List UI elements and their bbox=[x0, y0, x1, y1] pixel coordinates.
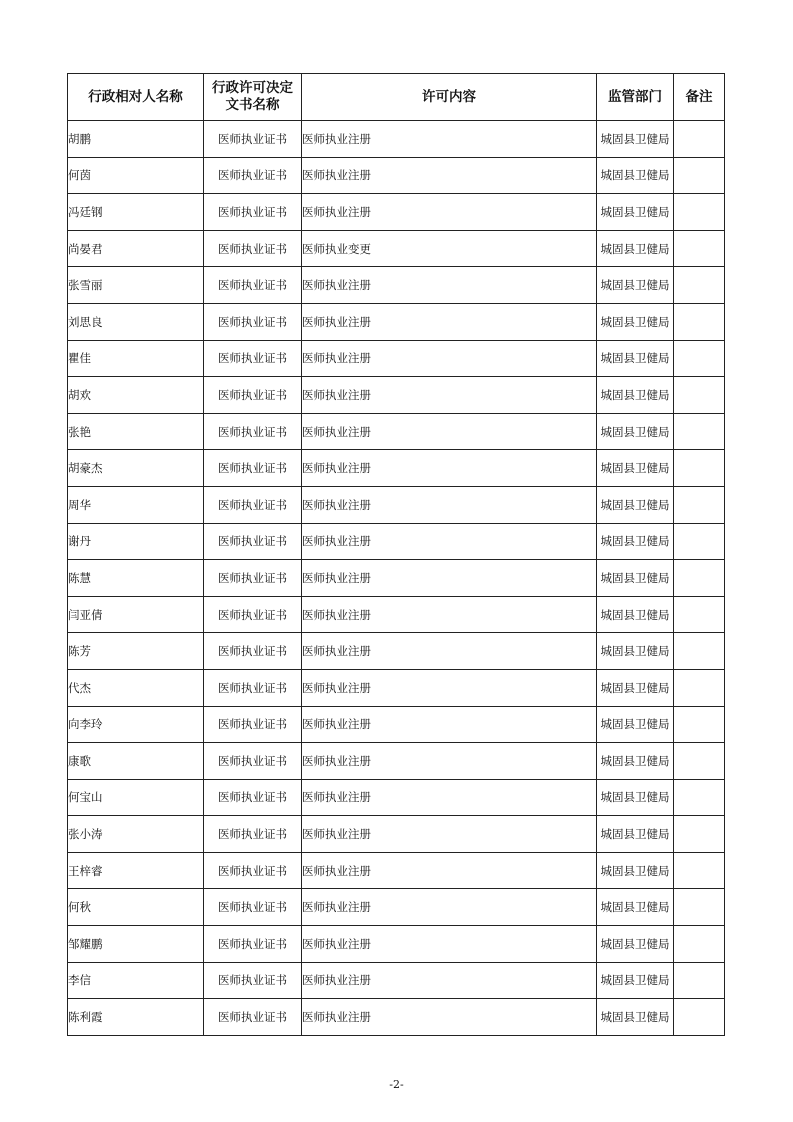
cell-doc: 医师执业证书 bbox=[204, 852, 302, 889]
cell-note bbox=[674, 230, 725, 267]
table-row bbox=[68, 816, 725, 853]
cell-dept: 城固县卫健局 bbox=[597, 743, 674, 780]
cell-content: 医师执业注册 bbox=[302, 194, 597, 231]
table-row bbox=[68, 706, 725, 743]
cell-name: 周华 bbox=[68, 486, 204, 523]
cell-dept: 城固县卫健局 bbox=[597, 340, 674, 377]
cell-content: 医师执业注册 bbox=[302, 669, 597, 706]
cell-content: 医师执业注册 bbox=[302, 486, 597, 523]
cell-dept: 城固县卫健局 bbox=[597, 267, 674, 304]
cell-dept: 城固县卫健局 bbox=[597, 194, 674, 231]
header-dept: 监管部门 bbox=[597, 74, 674, 121]
cell-doc: 医师执业证书 bbox=[204, 669, 302, 706]
cell-content: 医师执业注册 bbox=[302, 121, 597, 158]
cell-dept: 城固县卫健局 bbox=[597, 303, 674, 340]
cell-doc: 医师执业证书 bbox=[204, 121, 302, 158]
cell-content: 医师执业注册 bbox=[302, 926, 597, 963]
cell-name: 张艳 bbox=[68, 413, 204, 450]
cell-dept: 城固县卫健局 bbox=[597, 560, 674, 597]
table-body bbox=[68, 121, 725, 1036]
header-doc-line1: 行政许可决定 bbox=[212, 80, 293, 96]
table-row bbox=[68, 450, 725, 487]
cell-note bbox=[674, 560, 725, 597]
header-row bbox=[68, 74, 725, 121]
cell-name: 瞿佳 bbox=[68, 340, 204, 377]
cell-doc: 医师执业证书 bbox=[204, 413, 302, 450]
cell-note bbox=[674, 377, 725, 414]
cell-note bbox=[674, 523, 725, 560]
cell-content: 医师执业注册 bbox=[302, 962, 597, 999]
cell-doc: 医师执业证书 bbox=[204, 486, 302, 523]
cell-note bbox=[674, 633, 725, 670]
table-row bbox=[68, 267, 725, 304]
cell-dept: 城固县卫健局 bbox=[597, 450, 674, 487]
cell-dept: 城固县卫健局 bbox=[597, 596, 674, 633]
cell-doc: 医师执业证书 bbox=[204, 230, 302, 267]
cell-note bbox=[674, 121, 725, 158]
cell-content: 医师执业注册 bbox=[302, 852, 597, 889]
cell-note bbox=[674, 194, 725, 231]
table-row bbox=[68, 157, 725, 194]
cell-dept: 城固县卫健局 bbox=[597, 962, 674, 999]
cell-dept: 城固县卫健局 bbox=[597, 523, 674, 560]
table-row bbox=[68, 560, 725, 597]
cell-doc: 医师执业证书 bbox=[204, 303, 302, 340]
page-number: -2- bbox=[389, 1078, 404, 1091]
cell-name: 李信 bbox=[68, 962, 204, 999]
cell-note bbox=[674, 486, 725, 523]
cell-doc: 医师执业证书 bbox=[204, 450, 302, 487]
cell-content: 医师执业注册 bbox=[302, 303, 597, 340]
cell-dept: 城固县卫健局 bbox=[597, 669, 674, 706]
cell-content: 医师执业注册 bbox=[302, 413, 597, 450]
table-row bbox=[68, 523, 725, 560]
cell-note bbox=[674, 926, 725, 963]
cell-dept: 城固县卫健局 bbox=[597, 230, 674, 267]
cell-content: 医师执业注册 bbox=[302, 377, 597, 414]
cell-doc: 医师执业证书 bbox=[204, 743, 302, 780]
cell-name: 尚晏君 bbox=[68, 230, 204, 267]
cell-doc: 医师执业证书 bbox=[204, 633, 302, 670]
cell-dept: 城固县卫健局 bbox=[597, 926, 674, 963]
cell-doc: 医师执业证书 bbox=[204, 340, 302, 377]
cell-note bbox=[674, 596, 725, 633]
table-row bbox=[68, 669, 725, 706]
table-row bbox=[68, 121, 725, 158]
table-row bbox=[68, 413, 725, 450]
cell-dept: 城固县卫健局 bbox=[597, 121, 674, 158]
cell-doc: 医师执业证书 bbox=[204, 926, 302, 963]
cell-doc: 医师执业证书 bbox=[204, 962, 302, 999]
cell-content: 医师执业注册 bbox=[302, 157, 597, 194]
cell-note bbox=[674, 157, 725, 194]
cell-name: 谢丹 bbox=[68, 523, 204, 560]
header-name: 行政相对人名称 bbox=[68, 74, 204, 121]
cell-doc: 医师执业证书 bbox=[204, 889, 302, 926]
cell-name: 向李玲 bbox=[68, 706, 204, 743]
cell-dept: 城固县卫健局 bbox=[597, 633, 674, 670]
cell-content: 医师执业注册 bbox=[302, 450, 597, 487]
cell-name: 康歌 bbox=[68, 743, 204, 780]
table-row bbox=[68, 889, 725, 926]
cell-name: 何茵 bbox=[68, 157, 204, 194]
cell-note bbox=[674, 889, 725, 926]
cell-doc: 医师执业证书 bbox=[204, 596, 302, 633]
table-row bbox=[68, 999, 725, 1036]
cell-name: 陈慧 bbox=[68, 560, 204, 597]
cell-name: 邹耀鹏 bbox=[68, 926, 204, 963]
table-row bbox=[68, 230, 725, 267]
table-row bbox=[68, 633, 725, 670]
cell-name: 何秋 bbox=[68, 889, 204, 926]
header-doc-line2: 文书名称 bbox=[225, 97, 280, 113]
cell-dept: 城固县卫健局 bbox=[597, 706, 674, 743]
header-note: 备注 bbox=[674, 74, 725, 121]
cell-dept: 城固县卫健局 bbox=[597, 816, 674, 853]
cell-name: 陈利霞 bbox=[68, 999, 204, 1036]
cell-name: 张小涛 bbox=[68, 816, 204, 853]
cell-doc: 医师执业证书 bbox=[204, 267, 302, 304]
cell-name: 闫亚倩 bbox=[68, 596, 204, 633]
cell-name: 胡豪杰 bbox=[68, 450, 204, 487]
table-row bbox=[68, 486, 725, 523]
cell-dept: 城固县卫健局 bbox=[597, 779, 674, 816]
cell-dept: 城固县卫健局 bbox=[597, 486, 674, 523]
cell-note bbox=[674, 706, 725, 743]
cell-name: 陈芳 bbox=[68, 633, 204, 670]
cell-doc: 医师执业证书 bbox=[204, 523, 302, 560]
cell-note bbox=[674, 413, 725, 450]
header-doc bbox=[204, 74, 302, 121]
table-row bbox=[68, 743, 725, 780]
cell-name: 胡鹏 bbox=[68, 121, 204, 158]
cell-dept: 城固县卫健局 bbox=[597, 889, 674, 926]
cell-note bbox=[674, 669, 725, 706]
cell-note bbox=[674, 852, 725, 889]
table-row bbox=[68, 596, 725, 633]
cell-doc: 医师执业证书 bbox=[204, 377, 302, 414]
cell-name: 王梓睿 bbox=[68, 852, 204, 889]
cell-content: 医师执业注册 bbox=[302, 779, 597, 816]
cell-content: 医师执业注册 bbox=[302, 340, 597, 377]
cell-content: 医师执业注册 bbox=[302, 596, 597, 633]
table-row bbox=[68, 852, 725, 889]
cell-content: 医师执业注册 bbox=[302, 633, 597, 670]
cell-content: 医师执业注册 bbox=[302, 999, 597, 1036]
cell-doc: 医师执业证书 bbox=[204, 157, 302, 194]
cell-note bbox=[674, 999, 725, 1036]
cell-name: 胡欢 bbox=[68, 377, 204, 414]
cell-name: 刘思良 bbox=[68, 303, 204, 340]
cell-dept: 城固县卫健局 bbox=[597, 852, 674, 889]
table-row bbox=[68, 340, 725, 377]
cell-doc: 医师执业证书 bbox=[204, 779, 302, 816]
cell-dept: 城固县卫健局 bbox=[597, 999, 674, 1036]
table-row bbox=[68, 303, 725, 340]
cell-content: 医师执业注册 bbox=[302, 523, 597, 560]
table-row bbox=[68, 962, 725, 999]
cell-note bbox=[674, 450, 725, 487]
cell-note bbox=[674, 340, 725, 377]
license-table bbox=[67, 73, 725, 1036]
cell-dept: 城固县卫健局 bbox=[597, 413, 674, 450]
cell-content: 医师执业注册 bbox=[302, 706, 597, 743]
table-row bbox=[68, 779, 725, 816]
cell-name: 冯廷钢 bbox=[68, 194, 204, 231]
cell-dept: 城固县卫健局 bbox=[597, 157, 674, 194]
cell-content: 医师执业注册 bbox=[302, 816, 597, 853]
cell-note bbox=[674, 743, 725, 780]
cell-content: 医师执业注册 bbox=[302, 560, 597, 597]
cell-note bbox=[674, 779, 725, 816]
cell-name: 张雪丽 bbox=[68, 267, 204, 304]
cell-note bbox=[674, 303, 725, 340]
cell-name: 代杰 bbox=[68, 669, 204, 706]
cell-doc: 医师执业证书 bbox=[204, 560, 302, 597]
cell-content: 医师执业注册 bbox=[302, 267, 597, 304]
cell-doc: 医师执业证书 bbox=[204, 194, 302, 231]
table-header bbox=[68, 74, 725, 121]
cell-name: 何宝山 bbox=[68, 779, 204, 816]
cell-content: 医师执业注册 bbox=[302, 743, 597, 780]
table-row bbox=[68, 377, 725, 414]
cell-doc: 医师执业证书 bbox=[204, 706, 302, 743]
cell-note bbox=[674, 962, 725, 999]
cell-content: 医师执业注册 bbox=[302, 889, 597, 926]
table-row bbox=[68, 194, 725, 231]
table-row bbox=[68, 926, 725, 963]
cell-content: 医师执业变更 bbox=[302, 230, 597, 267]
cell-note bbox=[674, 816, 725, 853]
cell-dept: 城固县卫健局 bbox=[597, 377, 674, 414]
cell-doc: 医师执业证书 bbox=[204, 999, 302, 1036]
cell-doc: 医师执业证书 bbox=[204, 816, 302, 853]
header-content: 许可内容 bbox=[302, 74, 597, 121]
cell-note bbox=[674, 267, 725, 304]
